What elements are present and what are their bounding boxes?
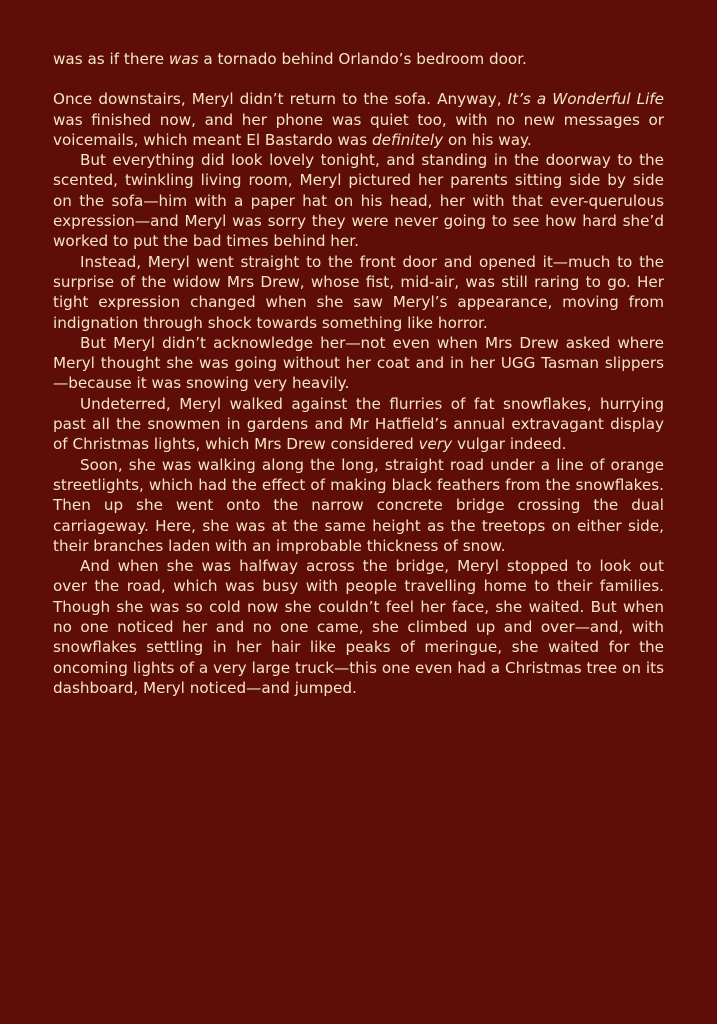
text-segment: was as if there (53, 50, 169, 68)
text-segment: But everything did look lovely tonight, and standing in the doorway to the scented, twinkling living room, Meryl pictured her parents sitting side by side on the sofa—him with a paper hat on his head, her with that ever-querulous expression—and Meryl was sorry they were never going to see how hard she’d worked to put the bad times behind her. (53, 151, 664, 251)
text-segment: Undeterred, Meryl walked against the flurries of fat snowflakes, hurrying past all the snowmen in gardens and Mr Hatfield’s annual extravagant display of Christmas lights, which Mrs Drew considered (53, 394, 664, 454)
text-segment: a tornado behind Orlando’s bedroom door. (198, 50, 527, 68)
text-segment: vulgar indeed. (452, 435, 567, 454)
text-segment: Once downstairs, Meryl didn’t return to the sofa. Anyway, (53, 90, 508, 109)
text-segment: Instead, Meryl went straight to the front door and opened it—much to the surprise of the widow Mrs Drew, whose fist, mid-air, was still raring to go. Her tight expression changed when she saw Meryl’s appearance, moving from indignation through shock towards something like horror. (53, 252, 664, 332)
text-segment: Soon, she was walking along the long, straight road under a line of orange streetlights, which had the effect of making black feathers from the snowflakes. Then up she went onto the narrow concrete bridge crossing the dual carriageway. Here, she was at the same height as the treetops on either side, their branches laden with an improbable thickness of snow. (53, 455, 664, 555)
paragraph-3 (53, 150, 664, 251)
paragraph-4 (53, 252, 664, 333)
italic-segment: It’s a Wonderful Life (507, 90, 664, 109)
paragraph-2 (53, 89, 664, 150)
text-segment: on his way. (443, 130, 532, 149)
paragraph-5 (53, 333, 664, 394)
paragraph-7 (53, 455, 664, 556)
paragraph-6 (53, 394, 664, 455)
paragraph-1 (53, 49, 664, 69)
text-segment: was finished now, and her phone was quiet too, with no new messages or voicemails, which meant El Bastardo was (53, 110, 664, 149)
italic-segment: very (418, 435, 453, 454)
italic-segment: was (168, 50, 199, 68)
text-segment: And when she was halfway across the bridge, Meryl stopped to look out over the road, which was busy with people travelling home to their families. Though she was so cold now she couldn’t feel her face, she waited. But when no one noticed her and no one came, she climbed up and over—and, with snowflakes settling in her hair like peaks of meringue, she waited for the oncoming lights of a very large truck—this one even had a Christmas tree on its dashboard, Meryl noticed—and jumped. (53, 557, 664, 697)
italic-segment: definitely (371, 130, 444, 149)
paragraph-8 (53, 556, 664, 698)
text-segment: But Meryl didn’t acknowledge her—not even when Mrs Drew asked where Meryl thought she was going without her coat and in her UGG Tasman slippers—because it was snowing very heavily. (53, 333, 664, 393)
